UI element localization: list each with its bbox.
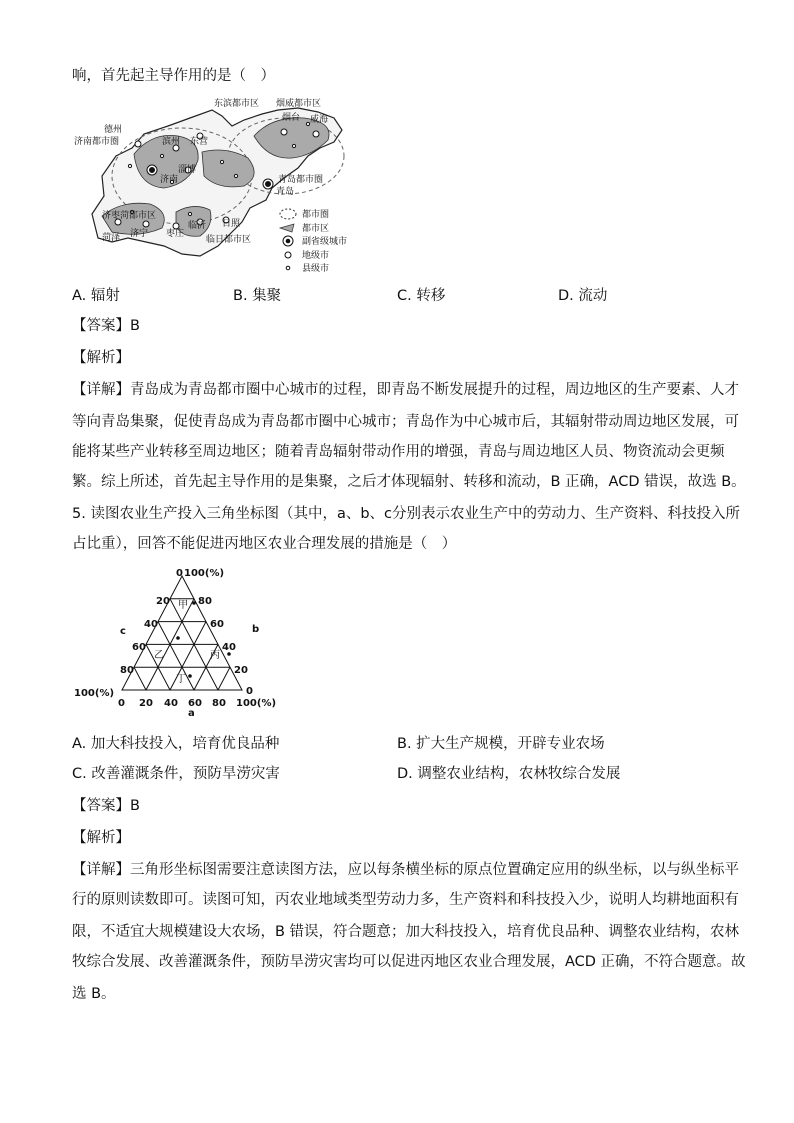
detail-line: 繁。综上所述，首先起主导作用的是集聚，之后才体现辐射、转移和流动，B 正确，ACD 错误，故选 B。 bbox=[72, 474, 746, 490]
tick-label: 100(%) bbox=[74, 688, 115, 699]
axis-label-b: b bbox=[252, 624, 260, 635]
map-label: 东滨都市区 bbox=[214, 99, 260, 109]
detail-line: 行的原则读数即可。读图可知，丙农业地域类型劳动力多，生产资料和科技投入少，说明人均耕地面积有 bbox=[72, 892, 739, 908]
svg-text:都市圈: 都市圈 bbox=[302, 210, 330, 220]
question-stem: 5. 读图农业生产投入三角坐标图（其中，a、b、c分别表示农业生产中的劳动力、生产资料、科技投入所 bbox=[72, 506, 741, 522]
map-label: 枣庄 bbox=[166, 229, 185, 239]
point-label: 乙 bbox=[154, 650, 164, 661]
tick-label: 40 bbox=[164, 698, 178, 709]
tick-label: 100(%) bbox=[184, 568, 225, 579]
answer: 【答案】B bbox=[72, 798, 140, 814]
map-figure bbox=[72, 96, 372, 278]
map-label: 青岛 bbox=[276, 187, 295, 197]
option-c: C. 转移 bbox=[397, 288, 446, 304]
map-label: 菏泽 bbox=[102, 233, 121, 243]
map-label: 淄博 bbox=[178, 165, 197, 175]
tick-label: 20 bbox=[234, 665, 248, 676]
tick-label: 100(%) bbox=[236, 698, 277, 709]
map-label: 威海 bbox=[310, 115, 329, 125]
detail-line: 牧综合发展、改善灌溉条件，预防旱涝灾害均可以促进丙地区农业合理发展，ACD 正确，不符合题意。故 bbox=[72, 954, 746, 970]
detail-line: 限，不适宜大规模建设大农场，B 错误，符合题意；加大科技投入，培育优良品种、调整农业结构，农林 bbox=[72, 924, 740, 940]
svg-text:都市区: 都市区 bbox=[302, 224, 330, 234]
triangle-figure bbox=[72, 566, 302, 716]
map-label: 济枣菏都市区 bbox=[102, 211, 157, 221]
tick-label: 40 bbox=[144, 619, 158, 630]
point-label: 丙 bbox=[210, 650, 220, 661]
tick-label: 0 bbox=[246, 686, 253, 697]
map-label: 青岛都市圈 bbox=[278, 175, 324, 185]
axis-label-a: a bbox=[188, 708, 195, 716]
option-d: D. 流动 bbox=[558, 288, 608, 304]
analysis-heading: 【解析】 bbox=[72, 350, 130, 366]
map-label: 济南 bbox=[160, 175, 179, 185]
detail-line: 等向青岛集聚，促使青岛成为青岛都市圈中心城市；青岛作为中心城市后，其辐射带动周边地区发展，可 bbox=[72, 414, 739, 430]
option-b: B. 集聚 bbox=[233, 288, 282, 304]
point-label: 丁 bbox=[176, 674, 186, 685]
tick-label: 60 bbox=[188, 698, 202, 709]
detail-line: 选 B。 bbox=[72, 986, 116, 1002]
question-stem: 占比重），回答不能促进丙地区农业合理发展的措施是（ ） bbox=[72, 536, 457, 552]
option-a: A. 加大科技投入，培育优良品种 bbox=[72, 736, 280, 752]
tick-label: 20 bbox=[139, 698, 153, 709]
option-c: C. 改善灌溉条件，预防旱涝灾害 bbox=[72, 766, 280, 782]
svg-text:地级市: 地级市 bbox=[302, 251, 330, 261]
map-label: 济宁 bbox=[130, 229, 149, 239]
tick-label: 40 bbox=[222, 642, 236, 653]
triangle-coordinate-chart bbox=[72, 566, 302, 716]
option-a: A. 辐射 bbox=[72, 288, 120, 304]
tick-label: 0 bbox=[176, 568, 183, 579]
detail-line: 【详解】三角形坐标图需要注意读图方法，应以每条横坐标的原点位置确定应用的纵坐标，以与纵坐标平 bbox=[72, 862, 739, 878]
tick-label: 60 bbox=[132, 642, 146, 653]
map-label: 临日都市区 bbox=[206, 235, 252, 245]
tick-label: 20 bbox=[156, 596, 170, 607]
tick-label: 0 bbox=[118, 698, 125, 709]
question-stem: 响，首先起主导作用的是（ ） bbox=[72, 68, 275, 84]
map-label: 德州 bbox=[104, 125, 123, 135]
map-label: 东营 bbox=[190, 137, 209, 147]
map-legend bbox=[280, 208, 347, 274]
map-label: 滨州 bbox=[162, 137, 181, 147]
shandong-map bbox=[72, 96, 372, 278]
svg-text:县级市: 县级市 bbox=[302, 264, 330, 274]
point-label: 甲 bbox=[178, 600, 188, 611]
tick-label: 60 bbox=[210, 619, 224, 630]
tick-label: 80 bbox=[120, 665, 134, 676]
option-d: D. 调整农业结构，农林牧综合发展 bbox=[397, 766, 621, 782]
map-label: 烟台 bbox=[282, 113, 301, 123]
answer: 【答案】B bbox=[72, 318, 140, 334]
map-label: 烟威都市区 bbox=[276, 99, 322, 109]
svg-text:副省级城市: 副省级城市 bbox=[302, 237, 348, 247]
tick-label: 80 bbox=[198, 596, 212, 607]
map-label: 临沂 bbox=[188, 221, 207, 231]
map-label: 日照 bbox=[222, 219, 241, 229]
map-label: 济南都市圈 bbox=[74, 137, 120, 147]
axis-label-c: c bbox=[120, 626, 126, 637]
detail-line: 能将某些产业转移至周边地区；随着青岛辐射带动作用的增强，青岛与周边地区人员、物资流动会更频 bbox=[72, 444, 725, 460]
detail-line: 【详解】青岛成为青岛都市圈中心城市的过程，即青岛不断发展提升的过程，周边地区的生产要素、人才 bbox=[72, 382, 739, 398]
option-b: B. 扩大生产规模，开辟专业农场 bbox=[397, 736, 605, 752]
tick-label: 80 bbox=[212, 698, 226, 709]
analysis-heading: 【解析】 bbox=[72, 830, 130, 846]
